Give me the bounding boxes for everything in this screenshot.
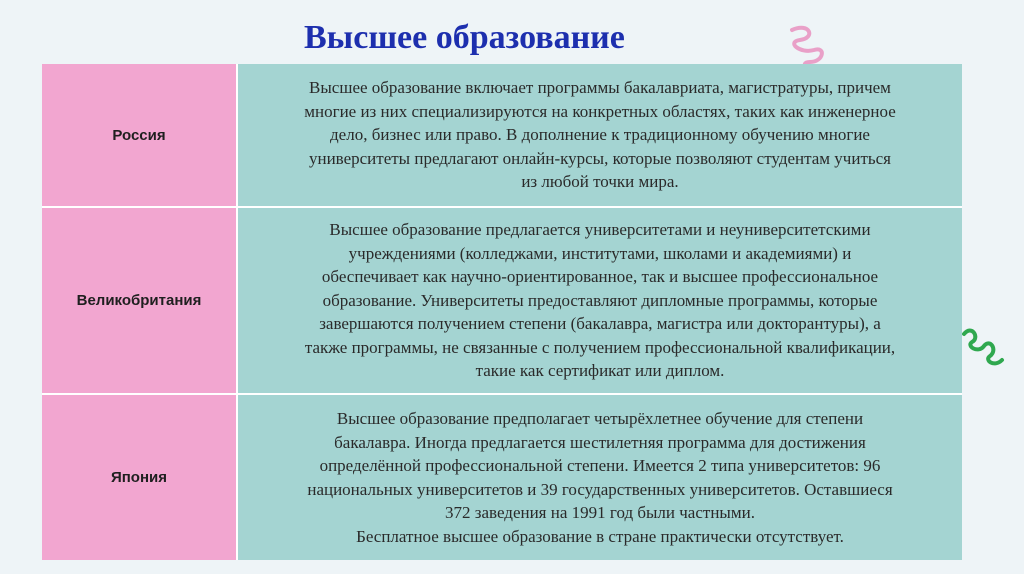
description-cell: [236, 208, 962, 393]
description-line: завершаются получением степени (бакалавра, магистра или докторантуры), а: [319, 314, 881, 334]
green-squiggle-icon: [958, 320, 1008, 372]
description-line: обеспечивает как научно-ориентированное, так и высшее профессиональное: [321, 267, 879, 287]
description-line: такие как сертификат или диплом.: [475, 361, 725, 381]
description-line: университеты предлагают онлайн-курсы, которые позволяют студентам учиться: [308, 148, 892, 168]
table-row: [42, 206, 962, 393]
country-label: Великобритания: [76, 292, 202, 309]
description-text: [304, 76, 896, 194]
description-line: Высшее образование включает программы бакалавриата, магистратуры, причем: [309, 78, 891, 98]
description-cell: [236, 64, 962, 206]
country-cell: [42, 395, 236, 560]
table-row: [42, 64, 962, 206]
description-line: учреждениями (колледжами, институтами, школами и академиями) и: [348, 243, 852, 263]
description-line: Бесплатное высшее образование в стране практически отсутствует.: [356, 526, 844, 546]
description-line: Высшее образование предполагает четырёхлетнее обучение для степени: [336, 409, 864, 428]
country-label: Россия: [112, 126, 166, 144]
description-line: из любой точки мира.: [521, 172, 679, 192]
slide-title: Высшее образование: [304, 19, 625, 56]
description-line: 372 заведения на 1991 год были частными.: [445, 503, 755, 522]
description-cell: [236, 395, 962, 560]
country-cell: [42, 64, 236, 206]
description-text: [307, 407, 892, 548]
description-text: [305, 218, 895, 383]
description-line: национальных университетов и 39 государственных университетов. Оставшиеся: [307, 479, 893, 499]
description-line: Высшее образование предлагается университетами и неуниверситетскими: [329, 220, 871, 240]
description-line: бакалавра. Иногда предлагается шестилетняя программа для достижения: [334, 432, 866, 452]
description-line: также программы, не связанные с получением профессиональной квалификации,: [304, 337, 896, 357]
description-line: определённой профессиональной степени. Имеется 2 типа университетов: 96: [319, 456, 881, 475]
table-row: [42, 393, 962, 560]
country-label: Япония: [110, 469, 168, 486]
description-line: образование. Университеты предоставляют дипломные программы, которые: [322, 290, 878, 310]
description-line: дело, бизнес или право. В дополнение к традиционному обучению многие: [330, 125, 870, 145]
country-cell: [42, 208, 236, 393]
description-line: многие из них специализируются на конкретных областях, таких как инженерное: [304, 101, 896, 121]
countries-table: [42, 64, 962, 560]
